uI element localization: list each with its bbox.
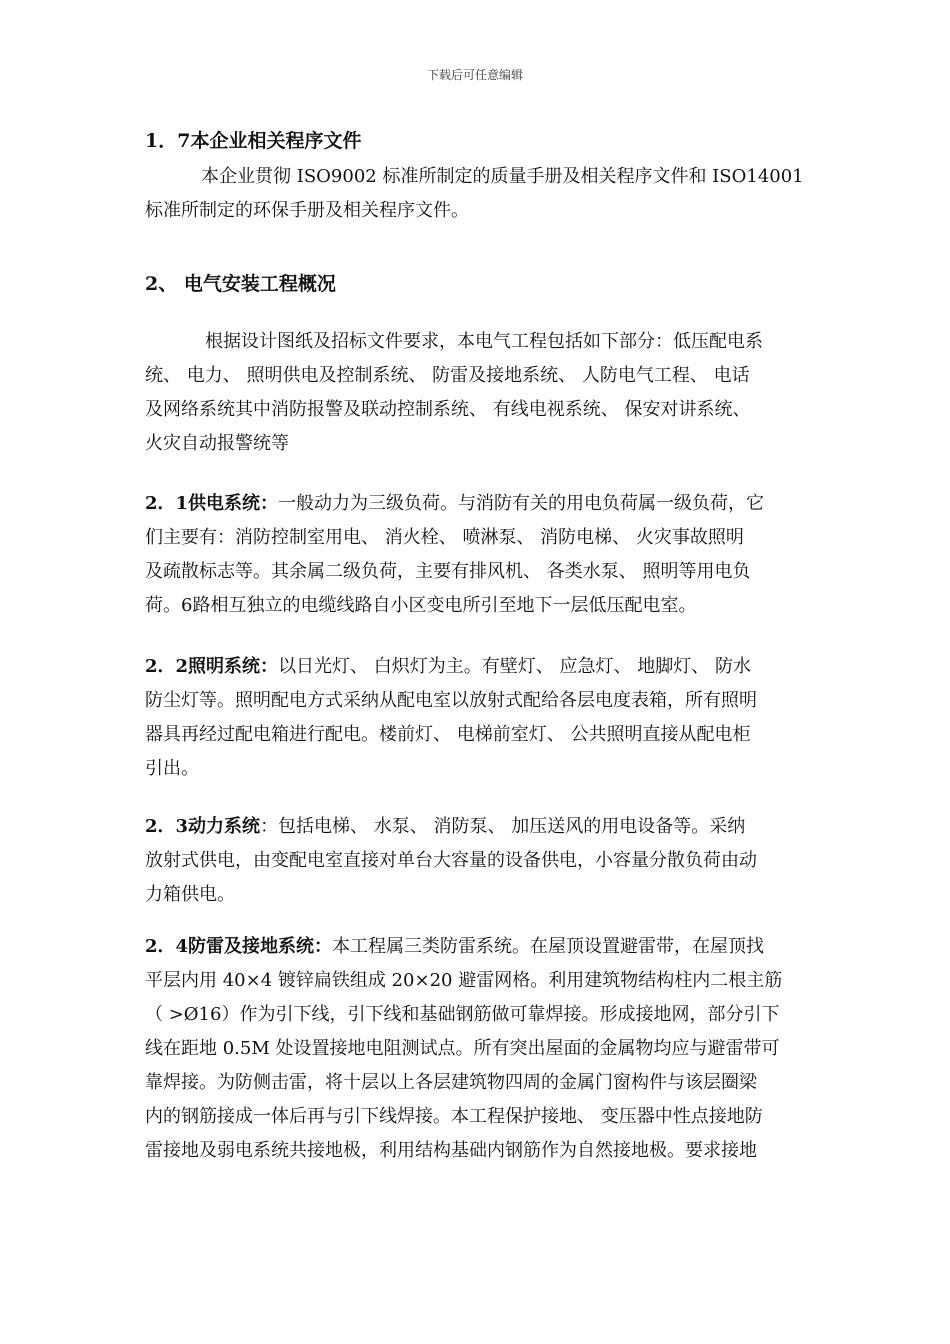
paragraph-line: 标准所制定的环保手册及相关程序文件。 bbox=[145, 200, 469, 221]
paragraph-line: 及疏散标志等。其余属二级负荷，主要有排风机、 各类水泵、 照明等用电负 bbox=[145, 561, 751, 582]
section-1-7-paragraph bbox=[145, 160, 810, 228]
paragraph-line: 火灾自动报警统等 bbox=[145, 433, 289, 454]
subsection-2-1 bbox=[145, 487, 810, 623]
paragraph-line: 统、 电力、 照明供电及控制系统、 防雷及接地系统、 人防电气工程、 电话 bbox=[145, 365, 750, 386]
paragraph-line: 器具再经过配电箱进行配电。楼前灯、 电梯前室灯、 公共照明直接从配电柜 bbox=[145, 724, 751, 745]
paragraph-line: 根据设计图纸及招标文件要求，本电气工程包括如下部分：低压配电系 bbox=[205, 331, 763, 352]
page-header: 下载后可任意编辑 bbox=[426, 68, 523, 82]
subsection-text: 以日光灯、 白炽灯为主。有壁灯、 应急灯、 地脚灯、 防水 bbox=[278, 656, 751, 677]
section-2-intro bbox=[145, 325, 810, 461]
subsection-2-3 bbox=[145, 810, 810, 912]
subsection-2-2 bbox=[145, 650, 810, 786]
subsection-text: ：包括电梯、 水泵、 消防泵、 加压送风的用电设备等。采纳 bbox=[260, 816, 746, 837]
paragraph-line bbox=[145, 930, 810, 964]
paragraph-line: 引出。 bbox=[145, 758, 199, 779]
subsection-label: 2．2照明系统： bbox=[145, 656, 279, 677]
paragraph-line bbox=[145, 650, 810, 684]
paragraph-line: 荷。6路相互独立的电缆线路自小区变电所引至地下一层低压配电室。 bbox=[145, 595, 697, 616]
paragraph-line: 们主要有：消防控制室用电、 消火栓、 喷淋泵、 消防电梯、 火灾事故照明 bbox=[145, 527, 744, 548]
paragraph-line bbox=[145, 810, 810, 844]
subsection-text: 一般动力为三级负荷。与消防有关的用电负荷属一级负荷，它 bbox=[278, 493, 765, 514]
subsection-text: 本工程属三类防雷系统。在屋顶设置避雷带，在屋顶找 bbox=[332, 936, 765, 957]
paragraph-line: 及网络系统其中消防报警及联动控制系统、 有线电视系统、 保安对讲系统、 bbox=[145, 399, 751, 420]
paragraph-line: 本企业贯彻 ISO9002 标准所制定的质量手册及相关程序文件和 ISO14001 bbox=[201, 166, 804, 187]
subsection-2-4 bbox=[145, 930, 810, 1168]
paragraph-line: 放射式供电，由变配电室直接对单台大容量的设备供电，小容量分散负荷由动 bbox=[145, 850, 757, 871]
paragraph-line: 内的钢筋接成一体后再与引下线焊接。本工程保护接地、 变压器中性点接地防 bbox=[145, 1106, 763, 1127]
paragraph-line: 雷接地及弱电系统共接地极，利用结构基础内钢筋作为自然接地极。要求接地 bbox=[145, 1140, 757, 1161]
subsection-label: 2．4防雷及接地系统： bbox=[145, 936, 333, 957]
paragraph-line: 线在距地 0.5M 处设置接地电阻测试点。所有突出屋面的金属物均应与避雷带可 bbox=[145, 1038, 780, 1059]
paragraph-line: 力箱供电。 bbox=[145, 884, 235, 905]
paragraph-line: 靠焊接。为防侧击雷，将十层以上各层建筑物四周的金属门窗构件与该层圈梁 bbox=[145, 1072, 757, 1093]
subsection-label: 2．1供电系统： bbox=[145, 493, 279, 514]
subsection-label: 2．3动力系统 bbox=[145, 816, 261, 837]
section-2-title: 2、 电气安装工程概况 bbox=[145, 273, 336, 295]
paragraph-line bbox=[145, 487, 810, 521]
paragraph-line: 防尘灯等。照明配电方式采纳从配电室以放射式配给各层电度表箱，所有照明 bbox=[145, 690, 757, 711]
paragraph-line: （ >Ø16）作为引下线，引下线和基础钢筋做可靠焊接。形成接地网，部分引下 bbox=[145, 1004, 780, 1025]
section-1-7-title: 1．7本企业相关程序文件 bbox=[145, 130, 362, 152]
paragraph-line: 平层内用 40×4 镀锌扁铁组成 20×20 避雷网格。利用建筑物结构柱内二根主筋 bbox=[145, 970, 783, 991]
